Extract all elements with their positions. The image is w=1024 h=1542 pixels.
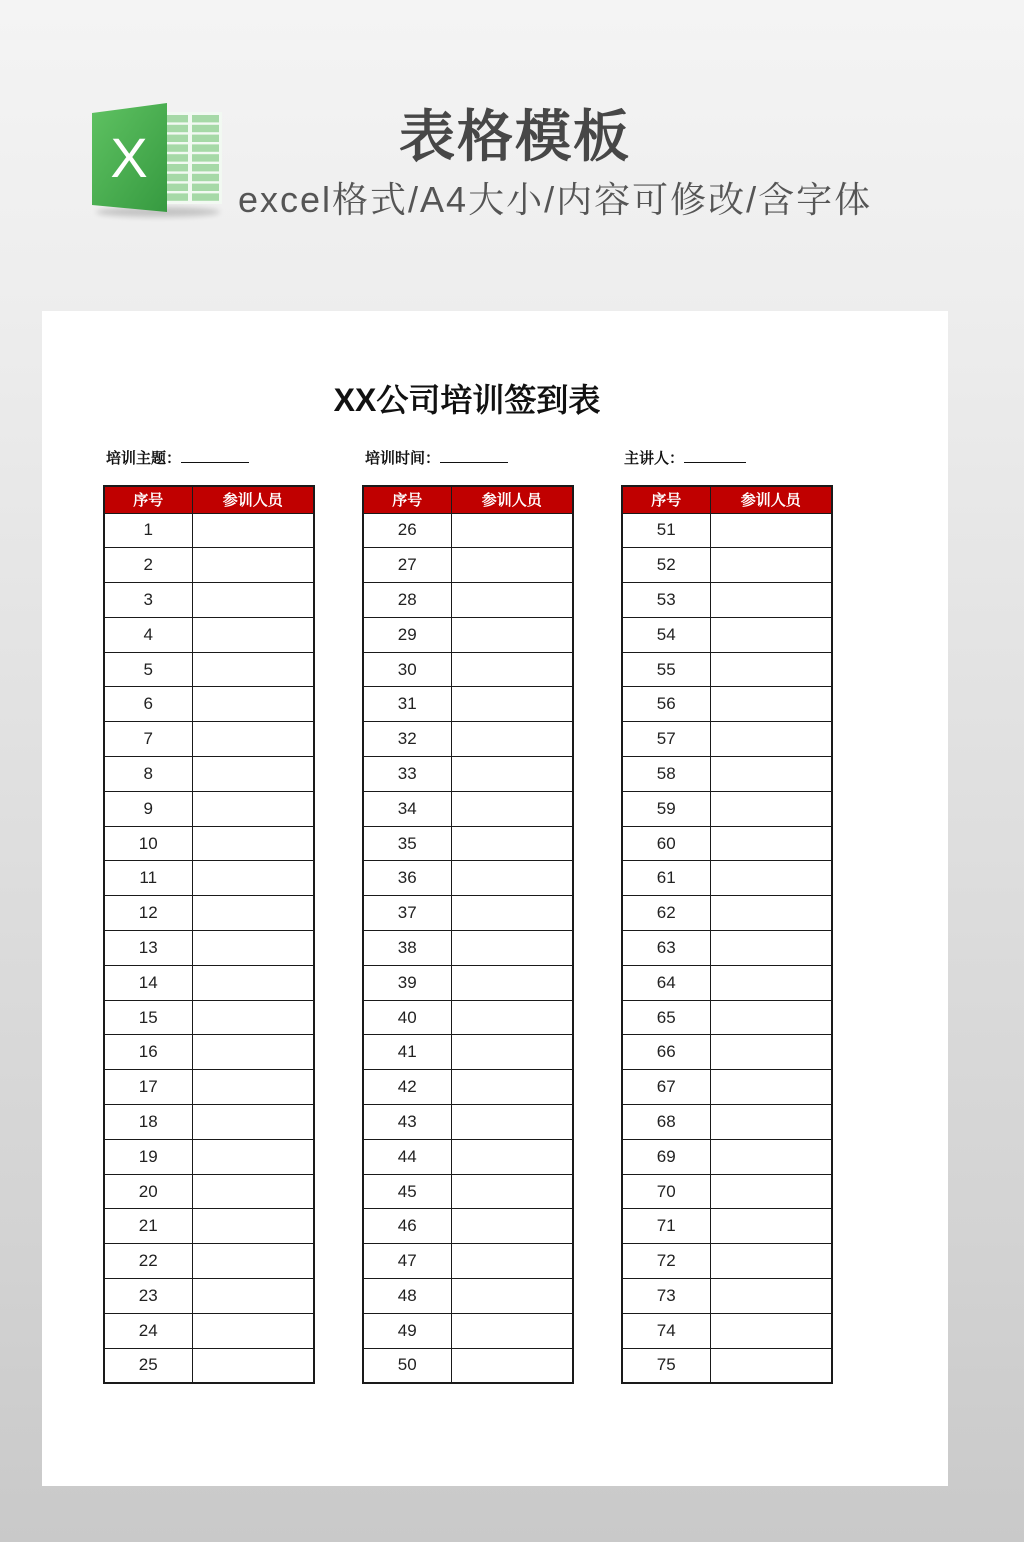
table-row (363, 931, 573, 966)
attendee-signature-cell (451, 1139, 573, 1174)
attendee-signature-cell (451, 931, 573, 966)
attendee-signature-cell (710, 1070, 832, 1105)
attendee-signature-cell (710, 1139, 832, 1174)
table-row (622, 1174, 832, 1209)
table-row (104, 583, 314, 618)
attendee-signature-cell (710, 1174, 832, 1209)
attendee-signature-cell (192, 757, 314, 792)
document-title: XX公司培训签到表 (333, 382, 601, 418)
row-number: 71 (622, 1209, 710, 1244)
table-header (622, 486, 832, 513)
table-row (104, 896, 314, 931)
table-row (104, 1244, 314, 1279)
table-row (104, 617, 314, 652)
row-number: 56 (622, 687, 710, 722)
row-number: 44 (363, 1139, 451, 1174)
row-number: 64 (622, 965, 710, 1000)
row-number: 16 (104, 1035, 192, 1070)
attendee-signature-cell (710, 1209, 832, 1244)
row-number: 23 (104, 1279, 192, 1314)
row-number: 61 (622, 861, 710, 896)
attendee-signature-cell (451, 791, 573, 826)
table-row (622, 1139, 832, 1174)
attendee-signature-cell (192, 1348, 314, 1383)
table-row (104, 513, 314, 548)
table-row (363, 617, 573, 652)
attendee-signature-cell (710, 826, 832, 861)
header-row (622, 486, 832, 513)
table-body (622, 513, 832, 1383)
table-row (104, 757, 314, 792)
table-row (622, 722, 832, 757)
attendee-signature-cell (710, 722, 832, 757)
attendee-signature-cell (710, 1000, 832, 1035)
table-row (363, 1000, 573, 1035)
row-number: 75 (622, 1348, 710, 1383)
table-row (622, 513, 832, 548)
table-row (104, 1035, 314, 1070)
table-body (363, 513, 573, 1383)
row-number: 54 (622, 617, 710, 652)
table-row (363, 1313, 573, 1348)
attendee-signature-cell (710, 1313, 832, 1348)
row-number: 51 (622, 513, 710, 548)
attendee-signature-cell (451, 1313, 573, 1348)
row-number: 9 (104, 791, 192, 826)
column-header-number: 序号 (363, 486, 451, 513)
row-number: 30 (363, 652, 451, 687)
header-row (363, 486, 573, 513)
table-row (104, 548, 314, 583)
row-number: 3 (104, 583, 192, 618)
row-number: 15 (104, 1000, 192, 1035)
table-row (104, 826, 314, 861)
attendee-signature-cell (451, 1174, 573, 1209)
row-number: 22 (104, 1244, 192, 1279)
attendee-signature-cell (192, 652, 314, 687)
row-number: 24 (104, 1313, 192, 1348)
column-header-attendee: 参训人员 (192, 486, 314, 513)
table-row (104, 687, 314, 722)
attendee-signature-cell (710, 965, 832, 1000)
attendee-signature-cell (451, 1070, 573, 1105)
attendee-signature-cell (451, 1000, 573, 1035)
row-number: 31 (363, 687, 451, 722)
table-row (622, 826, 832, 861)
excel-icon-letter: X (110, 126, 148, 189)
table-row (622, 687, 832, 722)
row-number: 60 (622, 826, 710, 861)
row-number: 4 (104, 617, 192, 652)
row-number: 57 (622, 722, 710, 757)
row-number: 52 (622, 548, 710, 583)
attendee-signature-cell (451, 1035, 573, 1070)
attendee-signature-cell (710, 931, 832, 966)
row-number: 45 (363, 1174, 451, 1209)
row-number: 27 (363, 548, 451, 583)
table-row (104, 652, 314, 687)
attendee-signature-cell (710, 1035, 832, 1070)
table-row (104, 931, 314, 966)
attendee-signature-cell (451, 548, 573, 583)
table-row (363, 687, 573, 722)
table-row (363, 1348, 573, 1383)
attendee-signature-cell (192, 1313, 314, 1348)
field-training-time (365, 449, 508, 468)
banner-subtitle: excel格式/A4大小/内容可修改/含字体 (238, 179, 873, 220)
table-row (622, 1000, 832, 1035)
attendee-signature-cell (192, 1279, 314, 1314)
field-label: 主讲人： (624, 450, 685, 467)
row-number: 7 (104, 722, 192, 757)
table-row (363, 1070, 573, 1105)
signin-table-2 (362, 485, 574, 1384)
attendee-signature-cell (710, 1244, 832, 1279)
table-row (363, 791, 573, 826)
table-row (622, 652, 832, 687)
row-number: 20 (104, 1174, 192, 1209)
row-number: 6 (104, 687, 192, 722)
attendee-signature-cell (451, 861, 573, 896)
attendee-signature-cell (451, 513, 573, 548)
table-body (104, 513, 314, 1383)
row-number: 12 (104, 896, 192, 931)
table-row (363, 826, 573, 861)
attendee-signature-cell (192, 965, 314, 1000)
table-row (363, 548, 573, 583)
row-number: 2 (104, 548, 192, 583)
attendee-signature-cell (451, 965, 573, 1000)
attendee-signature-cell (710, 583, 832, 618)
row-number: 28 (363, 583, 451, 618)
attendee-signature-cell (451, 652, 573, 687)
table-row (104, 1313, 314, 1348)
attendee-signature-cell (710, 513, 832, 548)
column-header-attendee: 参训人员 (710, 486, 832, 513)
table-row (622, 1244, 832, 1279)
row-number: 8 (104, 757, 192, 792)
table-row (104, 965, 314, 1000)
excel-icon (86, 98, 230, 222)
row-number: 58 (622, 757, 710, 792)
attendee-signature-cell (192, 1209, 314, 1244)
table-row (104, 1348, 314, 1383)
row-number: 70 (622, 1174, 710, 1209)
row-number: 38 (363, 931, 451, 966)
attendee-signature-cell (710, 652, 832, 687)
attendee-signature-cell (710, 687, 832, 722)
table-row (363, 1244, 573, 1279)
table-row (622, 757, 832, 792)
table-row (363, 757, 573, 792)
row-number: 39 (363, 965, 451, 1000)
table-row (622, 548, 832, 583)
table-row (363, 965, 573, 1000)
attendee-signature-cell (192, 583, 314, 618)
field-blank (684, 449, 746, 463)
table-row (363, 652, 573, 687)
row-number: 37 (363, 896, 451, 931)
table-row (622, 617, 832, 652)
table-header (363, 486, 573, 513)
row-number: 10 (104, 826, 192, 861)
attendee-signature-cell (451, 687, 573, 722)
attendee-signature-cell (192, 826, 314, 861)
table-row (363, 1209, 573, 1244)
table-row (104, 1279, 314, 1314)
table-row (622, 583, 832, 618)
table-row (622, 1070, 832, 1105)
attendee-signature-cell (710, 1279, 832, 1314)
attendee-signature-cell (451, 1348, 573, 1383)
row-number: 36 (363, 861, 451, 896)
attendee-signature-cell (451, 1105, 573, 1140)
attendee-signature-cell (192, 1174, 314, 1209)
table-row (622, 1035, 832, 1070)
table-row (622, 965, 832, 1000)
attendee-signature-cell (192, 617, 314, 652)
field-presenter (624, 449, 746, 468)
row-number: 67 (622, 1070, 710, 1105)
row-number: 59 (622, 791, 710, 826)
row-number: 21 (104, 1209, 192, 1244)
attendee-signature-cell (710, 548, 832, 583)
row-number: 55 (622, 652, 710, 687)
row-number: 43 (363, 1105, 451, 1140)
row-number: 34 (363, 791, 451, 826)
table-row (104, 1209, 314, 1244)
banner-title: 表格模板 (399, 105, 631, 170)
attendee-signature-cell (192, 687, 314, 722)
table-row (104, 1000, 314, 1035)
row-number: 29 (363, 617, 451, 652)
table-header (104, 486, 314, 513)
attendee-signature-cell (710, 896, 832, 931)
row-number: 32 (363, 722, 451, 757)
attendee-signature-cell (192, 861, 314, 896)
column-header-attendee: 参训人员 (451, 486, 573, 513)
column-header-number: 序号 (622, 486, 710, 513)
table-row (363, 861, 573, 896)
table-row (622, 861, 832, 896)
attendee-signature-cell (192, 1105, 314, 1140)
attendee-signature-cell (451, 757, 573, 792)
row-number: 66 (622, 1035, 710, 1070)
table-row (622, 931, 832, 966)
row-number: 49 (363, 1313, 451, 1348)
row-number: 68 (622, 1105, 710, 1140)
field-blank (440, 449, 508, 463)
row-number: 63 (622, 931, 710, 966)
attendee-signature-cell (710, 791, 832, 826)
row-number: 46 (363, 1209, 451, 1244)
attendee-signature-cell (192, 931, 314, 966)
table-row (104, 1070, 314, 1105)
attendee-signature-cell (451, 826, 573, 861)
table-row (622, 1209, 832, 1244)
table-row (104, 861, 314, 896)
row-number: 53 (622, 583, 710, 618)
row-number: 1 (104, 513, 192, 548)
field-blank (181, 449, 249, 463)
row-number: 62 (622, 896, 710, 931)
attendee-signature-cell (192, 1244, 314, 1279)
attendee-signature-cell (710, 617, 832, 652)
attendee-signature-cell (192, 896, 314, 931)
attendee-signature-cell (710, 1105, 832, 1140)
row-number: 65 (622, 1000, 710, 1035)
table-row (104, 722, 314, 757)
attendee-signature-cell (710, 757, 832, 792)
field-label: 培训时间： (365, 450, 441, 467)
attendee-signature-cell (192, 513, 314, 548)
attendee-signature-cell (710, 861, 832, 896)
table-row (104, 1139, 314, 1174)
row-number: 50 (363, 1348, 451, 1383)
table-row (363, 1105, 573, 1140)
row-number: 42 (363, 1070, 451, 1105)
row-number: 5 (104, 652, 192, 687)
attendee-signature-cell (451, 1244, 573, 1279)
column-header-number: 序号 (104, 486, 192, 513)
table-row (622, 1105, 832, 1140)
row-number: 11 (104, 861, 192, 896)
row-number: 74 (622, 1313, 710, 1348)
signin-table-3 (621, 485, 833, 1384)
table-row (622, 1313, 832, 1348)
table-row (363, 1174, 573, 1209)
row-number: 33 (363, 757, 451, 792)
row-number: 26 (363, 513, 451, 548)
signin-table-1 (103, 485, 315, 1384)
table-row (363, 1035, 573, 1070)
attendee-signature-cell (192, 1035, 314, 1070)
attendee-signature-cell (192, 722, 314, 757)
table-row (622, 896, 832, 931)
attendee-signature-cell (192, 1139, 314, 1174)
row-number: 47 (363, 1244, 451, 1279)
table-row (363, 583, 573, 618)
attendee-signature-cell (710, 1348, 832, 1383)
row-number: 40 (363, 1000, 451, 1035)
table-row (363, 1279, 573, 1314)
table-row (622, 1348, 832, 1383)
table-row (104, 1174, 314, 1209)
attendee-signature-cell (451, 583, 573, 618)
attendee-signature-cell (192, 548, 314, 583)
attendee-signature-cell (451, 617, 573, 652)
row-number: 18 (104, 1105, 192, 1140)
table-row (622, 791, 832, 826)
attendee-signature-cell (451, 1279, 573, 1314)
row-number: 69 (622, 1139, 710, 1174)
attendee-signature-cell (451, 1209, 573, 1244)
attendee-signature-cell (192, 1000, 314, 1035)
table-row (363, 1139, 573, 1174)
row-number: 73 (622, 1279, 710, 1314)
row-number: 72 (622, 1244, 710, 1279)
row-number: 17 (104, 1070, 192, 1105)
row-number: 13 (104, 931, 192, 966)
table-row (622, 1279, 832, 1314)
table-row (104, 791, 314, 826)
row-number: 35 (363, 826, 451, 861)
table-row (363, 896, 573, 931)
document-page (42, 311, 948, 1486)
attendee-signature-cell (192, 1070, 314, 1105)
table-row (363, 722, 573, 757)
row-number: 25 (104, 1348, 192, 1383)
field-training-topic (106, 449, 249, 468)
attendee-signature-cell (451, 896, 573, 931)
row-number: 14 (104, 965, 192, 1000)
table-row (104, 1105, 314, 1140)
field-label: 培训主题： (106, 450, 182, 467)
row-number: 41 (363, 1035, 451, 1070)
table-row (363, 513, 573, 548)
attendee-signature-cell (192, 791, 314, 826)
attendee-signature-cell (451, 722, 573, 757)
header-row (104, 486, 314, 513)
row-number: 19 (104, 1139, 192, 1174)
row-number: 48 (363, 1279, 451, 1314)
